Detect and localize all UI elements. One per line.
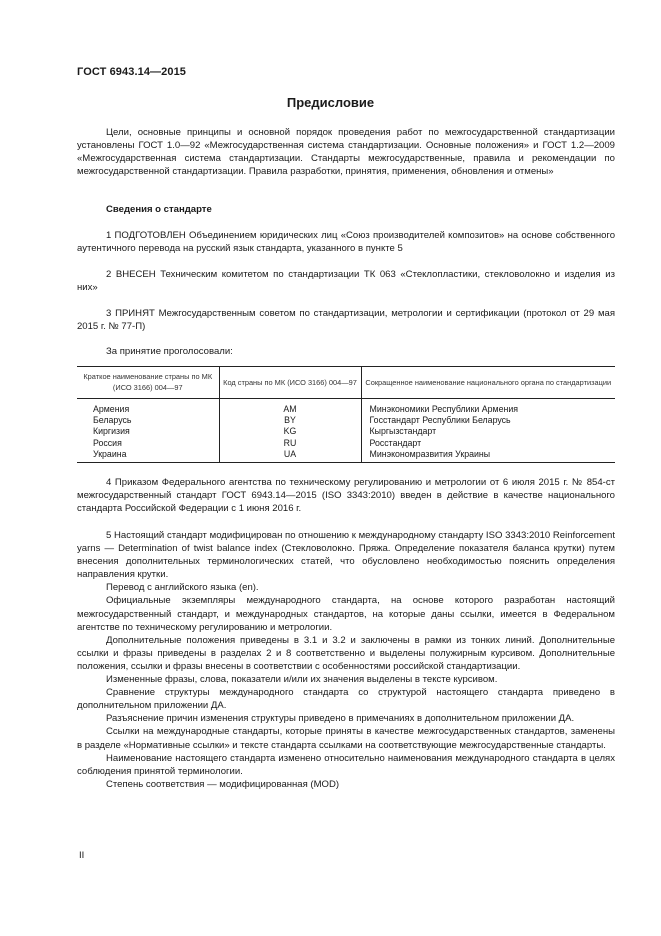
table-row	[77, 438, 615, 449]
country-code: BY	[219, 415, 361, 426]
country-code: KG	[219, 426, 361, 437]
table-header-row	[77, 367, 615, 399]
item-5-paragraph: Разъяснение причин изменения структуры приведено в примечаниях в дополнительном приложении ДА.	[106, 713, 575, 725]
item-5-paragraph: Измененные фразы, слова, показатели и/или их значения выделены в тексте курсивом.	[106, 674, 498, 686]
standards-body: Госстандарт Республики Беларусь	[361, 415, 615, 426]
table-row	[77, 415, 615, 426]
item-4-text: 4 Приказом Федерального агентства по техническому регулированию и метрологии от 6 июля 2015 г. № 854-ст межгосударственный стандарт ГОСТ 6943.14—2015 (ISO 3343:2010) введен в действие в качестве национального стандарта Российской Федерации с 1 июня 2016 г.	[77, 477, 615, 515]
item-2	[77, 268, 615, 294]
country-code: AM	[219, 399, 361, 416]
item-2-text: 2 ВНЕСЕН Техническим комитетом по стандартизации ТК 063 «Стеклопластики, стекловолокно и изделия из них»	[77, 269, 615, 294]
intro-paragraph	[77, 126, 615, 178]
item-5-paragraph: 5 Настоящий стандарт модифицирован по отношению к международному стандарту ISO 3343:2010 Reinforcement yarns — Determination of twist balance index (Стекловолокно. Пряжа. Определение показателя баланса крутки) путем внесения дополнительных терминологических статей, что обусловлено необходимостью пояснить определения направления крутки.	[77, 530, 615, 581]
header-country-name: Краткое наименование страны по МК (ИСО 3166) 004—97	[77, 367, 219, 399]
voting-table	[77, 366, 615, 463]
country-name: Киргизия	[93, 426, 130, 437]
table-row	[77, 426, 615, 437]
country-code: UA	[219, 449, 361, 463]
country-name: Армения	[93, 404, 130, 414]
item-5-paragraph: Наименование настоящего стандарта изменено относительно наименования международного стандарта в целях соблюдения принятой терминологии.	[77, 752, 615, 777]
item-4	[77, 476, 615, 515]
item-3-text: 3 ПРИНЯТ Межгосударственным советом по стандартизации, метрологии и сертификации (протокол от 29 мая 2015 г. № 77-П)	[77, 308, 615, 333]
item-1	[77, 229, 615, 255]
page-number: II	[79, 850, 85, 861]
country-name: Беларусь	[93, 415, 132, 426]
standards-body: Минэкономразвития Украины	[361, 449, 615, 463]
header-standards-body: Сокращенное наименование национального органа по стандартизации	[361, 367, 615, 399]
standards-body: Кыргызстандарт	[361, 426, 615, 437]
header-country-code: Код страны по МК (ИСО 3166) 004—97	[219, 367, 361, 399]
item-3	[77, 307, 615, 333]
document-code: ГОСТ 6943.14—2015	[77, 66, 187, 78]
intro-text: Цели, основные принципы и основной порядок проведения работ по межгосударственной стандартизации установлены ГОСТ 1.0—92 «Межгосударственная система стандартизации. Основные положения» и ГОСТ 1.2—2009 «Межгосударственная система стандартизации. Стандарты межгосударственные, правила и рекомендации по межгосударственной стандартизации. Правила разработки, принятия, применения, обновления и отмены»	[77, 127, 615, 178]
country-name: Россия	[93, 437, 122, 448]
table-row	[77, 449, 615, 463]
country-code: RU	[219, 438, 361, 449]
item-5	[77, 529, 615, 791]
item-5-paragraph: Официальные экземпляры международного стандарта, на основе которого разработан настоящий межгосударственный стандарт, и международных стандартов, на которые даны ссылки, имеется в Федеральном агентстве по техническому регулированию и метрологии.	[77, 595, 615, 633]
item-5-paragraph: Перевод с английского языка (en).	[106, 582, 259, 594]
standards-body: Росстандарт	[361, 438, 615, 449]
item-5-paragraph: Ссылки на международные стандарты, которые приняты в качестве межгосударственных стандартов, заменены в разделе «Нормативные ссылки» и тексте стандарта ссылками на соответствующие межгосударственные стандарты.	[77, 726, 615, 751]
item-5-paragraph: Дополнительные положения приведены в 3.1 и 3.2 и заключены в рамки из тонких линий. Дополнительные ссылки и фразы приведены в разделах 2 и 8 соответственно и выделены полужирным курсивом. Дополнительные положения, ссылки и фразы внесены в соответствии с особенностями российской стандартизации.	[77, 634, 615, 672]
item-5-paragraph: Сравнение структуры международного стандарта со структурой настоящего стандарта приведено в дополнительном приложении ДА.	[77, 687, 615, 712]
voted-label: За принятие проголосовали:	[106, 346, 233, 357]
country-name: Украина	[77, 449, 219, 463]
standards-body: Минэкономики Республики Армения	[361, 399, 615, 416]
item-1-text: 1 ПОДГОТОВЛЕН Объединением юридических лиц «Союз производителей композитов» на основе собственного аутентичного перевода на русский язык стандарта, указанного в пункте 5	[77, 230, 615, 255]
section-heading: Сведения о стандарте	[106, 204, 212, 215]
table-row	[77, 399, 615, 416]
page-title: Предисловие	[286, 95, 375, 110]
item-5-paragraph: Степень соответствия — модифицированная (MOD)	[106, 778, 340, 790]
